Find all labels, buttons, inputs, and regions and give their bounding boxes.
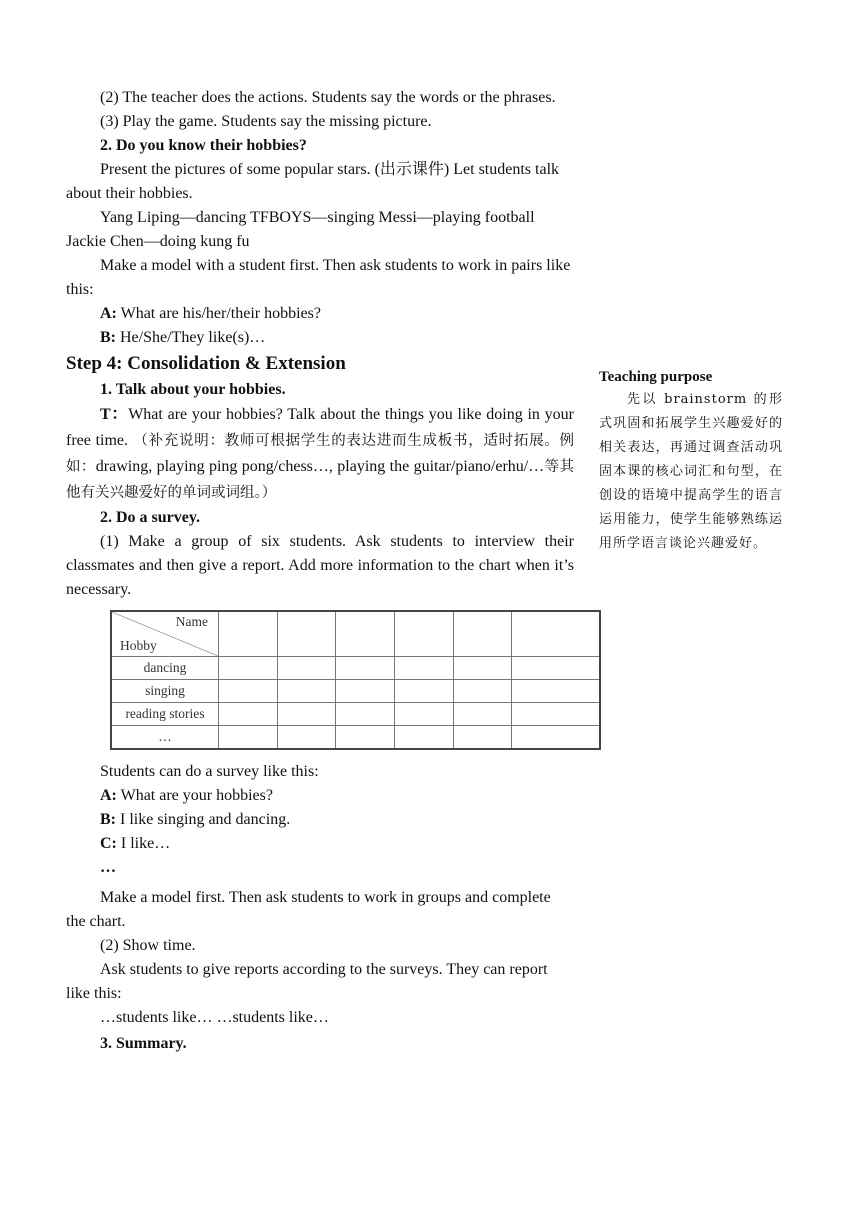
table-cell <box>277 611 336 657</box>
step4-heading: Step 4: Consolidation & Extension <box>66 353 346 374</box>
subheading-survey: 2. Do a survey. <box>100 509 200 526</box>
paragraph-show-time: (2) Show time. <box>100 937 196 954</box>
subheading-summary: 3. Summary. <box>100 1035 187 1052</box>
paragraph-reports: Ask students to give reports according to the surveys. They can report like this: <box>66 961 548 1002</box>
hobby-label: reading stories <box>111 703 219 726</box>
sidebar-title: Teaching purpose <box>599 369 713 385</box>
paragraph-survey-like: Students can do a survey like this: <box>100 763 319 780</box>
table-row <box>111 680 600 703</box>
sidebar-body: 先以 brainstorm 的形式巩固和拓展学生兴趣爱好的相关表达，再通过调查活动巩固本课的核心词汇和句型，在创设的语境中提高学生的语言运用能力，使学生能够熟练运用所学语言谈论兴趣爱好。 <box>599 392 783 551</box>
paragraph-model-groups: Make a model first. Then ask students to work in groups and complete the chart. <box>66 889 551 930</box>
ellipsis-line: … <box>100 859 116 876</box>
paragraph-teacher <box>66 402 574 506</box>
dialog-text: What are your hobbies? <box>116 787 273 804</box>
paragraph-present: Present the pictures of some popular stars. (出示课件) Let students talk about their hobbies. <box>66 161 560 202</box>
table-cell <box>453 611 512 657</box>
dialog-text: I like singing and dancing. <box>116 811 291 828</box>
survey-line-a <box>66 784 574 808</box>
table-row <box>111 657 600 680</box>
sidebar-teaching-purpose <box>599 366 783 556</box>
dialog-text: What are his/her/their hobbies? <box>116 305 321 322</box>
dialog-text: I like… <box>116 835 171 852</box>
subheading-talk: 1. Talk about your hobbies. <box>100 381 286 398</box>
speaker-label: B: <box>100 329 116 346</box>
speaker-label: T： <box>100 406 129 423</box>
paragraph-model-pairs: Make a model with a student first. Then ask students to work in pairs like this: <box>66 257 571 298</box>
dialog-line-a <box>66 302 574 326</box>
hobby-label: dancing <box>111 657 219 680</box>
table-cell <box>336 611 395 657</box>
table-row <box>111 703 600 726</box>
speaker-label: B: <box>100 811 116 828</box>
dialog-text: He/She/They like(s)… <box>116 329 266 346</box>
paragraph-game: (3) Play the game. Students say the missing picture. <box>100 113 432 130</box>
hobby-label: … <box>111 726 219 750</box>
survey-table <box>110 610 601 750</box>
table-cell <box>219 611 278 657</box>
hobby-label: singing <box>111 680 219 703</box>
header-name: Name <box>175 614 208 629</box>
table-cell <box>395 611 454 657</box>
note-text: （补充说明：教师可根据学生的表达进而生成板书，适时拓展。例如： <box>66 433 575 475</box>
paragraph-survey: (1) Make a group of six students. Ask students to interview their classmates and then give a report. Add more information to the chart when it’s necessary. <box>66 533 574 598</box>
paragraph-actions: (2) The teacher does the actions. Students say the words or the phrases. <box>100 89 556 106</box>
lesson-body <box>66 86 574 1056</box>
paragraph-stars: Yang Liping—dancing TFBOYS—singing Messi—playing football Jackie Chen—doing kung fu <box>66 209 535 250</box>
speaker-label: C: <box>100 835 117 852</box>
table-header-cell <box>111 611 219 657</box>
teacher-text: What are your hobbies? Talk about the things you like doing in your free time. <box>66 406 574 449</box>
note-end: 等其他有关兴趣爱好的单词或词组。） <box>66 459 575 501</box>
paragraph-report-line: …students like… …students like… <box>100 1009 329 1026</box>
header-hobby: Hobby <box>120 638 157 653</box>
survey-line-c <box>66 832 574 856</box>
survey-line-b <box>66 808 574 832</box>
speaker-label: A: <box>100 787 117 804</box>
table-cell <box>512 611 600 657</box>
dialog-line-b <box>66 326 574 350</box>
subheading-hobbies: 2. Do you know their hobbies? <box>100 137 307 154</box>
table-row <box>111 726 600 750</box>
speaker-label: A: <box>100 305 117 322</box>
note-examples: drawing, playing ping pong/chess…, playing the guitar/piano/erhu/… <box>95 458 545 475</box>
